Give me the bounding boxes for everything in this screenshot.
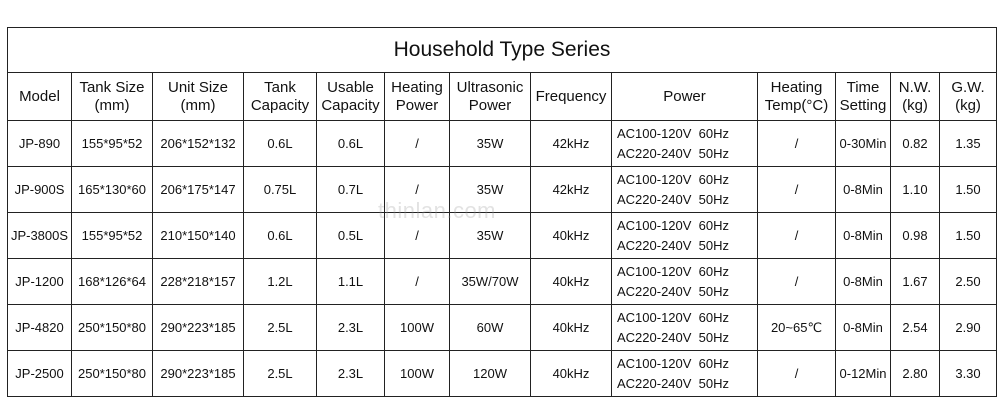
header-label: Power xyxy=(663,87,706,105)
header-power xyxy=(612,73,758,121)
header-label: Time Setting xyxy=(839,78,887,114)
power-line-1: AC100-120V 60Hz xyxy=(617,309,730,325)
power-line-1: AC100-120V 60Hz xyxy=(617,355,730,371)
cell-ultrasonic-power: 60W xyxy=(450,305,531,351)
cell-usable-capacity: 2.3L xyxy=(317,305,385,351)
table-row xyxy=(8,213,997,259)
cell-frequency: 42kHz xyxy=(531,121,612,167)
header-label: Frequency xyxy=(535,87,607,105)
cell-time-setting: 0-8Min xyxy=(836,259,891,305)
header-label: Model xyxy=(19,87,60,105)
cell-heating-power: / xyxy=(385,213,450,259)
power-line-2: AC220-240V 50Hz xyxy=(617,375,730,391)
cell-ultrasonic-power: 120W xyxy=(450,351,531,397)
cell-frequency: 42kHz xyxy=(531,167,612,213)
header-label: Ultrasonic Power xyxy=(456,78,524,114)
header-tank-size xyxy=(72,73,153,121)
cell-frequency: 40kHz xyxy=(531,351,612,397)
cell-time-setting: 0-12Min xyxy=(836,351,891,397)
cell-ultrasonic-power: 35W xyxy=(450,167,531,213)
cell-heating-temp: 20~65℃ xyxy=(758,305,836,351)
cell-tank-size: 250*150*80 xyxy=(72,305,153,351)
cell-tank-capacity: 2.5L xyxy=(244,351,317,397)
header-unit-size xyxy=(153,73,244,121)
cell-unit-size: 210*150*140 xyxy=(153,213,244,259)
cell-power xyxy=(612,351,758,397)
header-label: Heating Temp(°C) xyxy=(764,78,829,114)
power-line-2: AC220-240V 50Hz xyxy=(617,191,730,207)
cell-gw: 3.30 xyxy=(940,351,997,397)
cell-tank-capacity: 0.75L xyxy=(244,167,317,213)
cell-model: JP-1200 xyxy=(8,259,72,305)
cell-model: JP-890 xyxy=(8,121,72,167)
cell-gw: 2.90 xyxy=(940,305,997,351)
cell-power xyxy=(612,305,758,351)
cell-ultrasonic-power: 35W/70W xyxy=(450,259,531,305)
header-frequency xyxy=(531,73,612,121)
cell-tank-size: 250*150*80 xyxy=(72,351,153,397)
cell-tank-capacity: 0.6L xyxy=(244,213,317,259)
header-model xyxy=(8,73,72,121)
watermark-text: thinlan.com xyxy=(378,198,497,223)
header-label: Unit Size (mm) xyxy=(167,78,229,114)
header-label: Usable Capacity xyxy=(321,78,380,114)
cell-power xyxy=(612,259,758,305)
cell-power xyxy=(612,213,758,259)
cell-ultrasonic-power: 35W xyxy=(450,213,531,259)
cell-gw: 1.35 xyxy=(940,121,997,167)
header-label: Tank Capacity xyxy=(250,78,310,114)
cell-tank-size: 155*95*52 xyxy=(72,213,153,259)
power-line-2: AC220-240V 50Hz xyxy=(617,145,730,161)
cell-unit-size: 290*223*185 xyxy=(153,305,244,351)
cell-usable-capacity: 0.5L xyxy=(317,213,385,259)
table-row xyxy=(8,305,997,351)
header-heating-temp xyxy=(758,73,836,121)
cell-heating-power: / xyxy=(385,259,450,305)
table-row xyxy=(8,351,997,397)
power-line-1: AC100-120V 60Hz xyxy=(617,263,730,279)
header-nw xyxy=(891,73,940,121)
header-time-setting xyxy=(836,73,891,121)
cell-nw: 1.10 xyxy=(891,167,940,213)
cell-frequency: 40kHz xyxy=(531,305,612,351)
cell-nw: 0.82 xyxy=(891,121,940,167)
header-ultrasonic-power xyxy=(450,73,531,121)
cell-unit-size: 228*218*157 xyxy=(153,259,244,305)
header-tank-capacity xyxy=(244,73,317,121)
cell-heating-temp: / xyxy=(758,121,836,167)
cell-heating-power: 100W xyxy=(385,305,450,351)
cell-power xyxy=(612,167,758,213)
cell-frequency: 40kHz xyxy=(531,259,612,305)
cell-gw: 1.50 xyxy=(940,167,997,213)
cell-tank-size: 165*130*60 xyxy=(72,167,153,213)
header-label: G.W. (kg) xyxy=(951,78,985,114)
cell-tank-capacity: 2.5L xyxy=(244,305,317,351)
table-title: Household Type Series xyxy=(8,28,997,73)
header-gw xyxy=(940,73,997,121)
cell-nw: 0.98 xyxy=(891,213,940,259)
cell-usable-capacity: 0.6L xyxy=(317,121,385,167)
cell-time-setting: 0-30Min xyxy=(836,121,891,167)
cell-frequency: 40kHz xyxy=(531,213,612,259)
cell-tank-size: 168*126*64 xyxy=(72,259,153,305)
power-line-2: AC220-240V 50Hz xyxy=(617,237,730,253)
cell-heating-power: / xyxy=(385,121,450,167)
cell-model: JP-2500 xyxy=(8,351,72,397)
header-usable-capacity xyxy=(317,73,385,121)
cell-tank-capacity: 0.6L xyxy=(244,121,317,167)
power-line-1: AC100-120V 60Hz xyxy=(617,125,730,141)
cell-usable-capacity: 1.1L xyxy=(317,259,385,305)
cell-time-setting: 0-8Min xyxy=(836,167,891,213)
cell-heating-temp: / xyxy=(758,259,836,305)
cell-gw: 1.50 xyxy=(940,213,997,259)
cell-nw: 2.54 xyxy=(891,305,940,351)
cell-model: JP-4820 xyxy=(8,305,72,351)
table-row xyxy=(8,259,997,305)
cell-heating-power: / xyxy=(385,167,450,213)
cell-time-setting: 0-8Min xyxy=(836,305,891,351)
cell-heating-temp: / xyxy=(758,167,836,213)
power-line-2: AC220-240V 50Hz xyxy=(617,329,730,345)
cell-model: JP-3800S xyxy=(8,213,72,259)
cell-unit-size: 290*223*185 xyxy=(153,351,244,397)
table-row xyxy=(8,167,997,213)
cell-unit-size: 206*175*147 xyxy=(153,167,244,213)
power-line-1: AC100-120V 60Hz xyxy=(617,171,730,187)
cell-unit-size: 206*152*132 xyxy=(153,121,244,167)
header-label: Heating Power xyxy=(391,78,443,114)
cell-tank-capacity: 1.2L xyxy=(244,259,317,305)
cell-gw: 2.50 xyxy=(940,259,997,305)
header-row xyxy=(8,73,997,121)
cell-ultrasonic-power: 35W xyxy=(450,121,531,167)
cell-time-setting: 0-8Min xyxy=(836,213,891,259)
header-label: N.W. (kg) xyxy=(898,78,932,114)
cell-usable-capacity: 0.7L xyxy=(317,167,385,213)
cell-power xyxy=(612,121,758,167)
table-row xyxy=(8,121,997,167)
header-label: Tank Size (mm) xyxy=(79,78,145,114)
cell-nw: 2.80 xyxy=(891,351,940,397)
cell-tank-size: 155*95*52 xyxy=(72,121,153,167)
cell-heating-temp: / xyxy=(758,351,836,397)
cell-usable-capacity: 2.3L xyxy=(317,351,385,397)
power-line-1: AC100-120V 60Hz xyxy=(617,217,730,233)
power-line-2: AC220-240V 50Hz xyxy=(617,283,730,299)
cell-nw: 1.67 xyxy=(891,259,940,305)
cell-model: JP-900S xyxy=(8,167,72,213)
cell-heating-temp: / xyxy=(758,213,836,259)
title-row xyxy=(8,28,997,73)
cell-heating-power: 100W xyxy=(385,351,450,397)
spec-table xyxy=(7,27,997,397)
header-heating-power xyxy=(385,73,450,121)
